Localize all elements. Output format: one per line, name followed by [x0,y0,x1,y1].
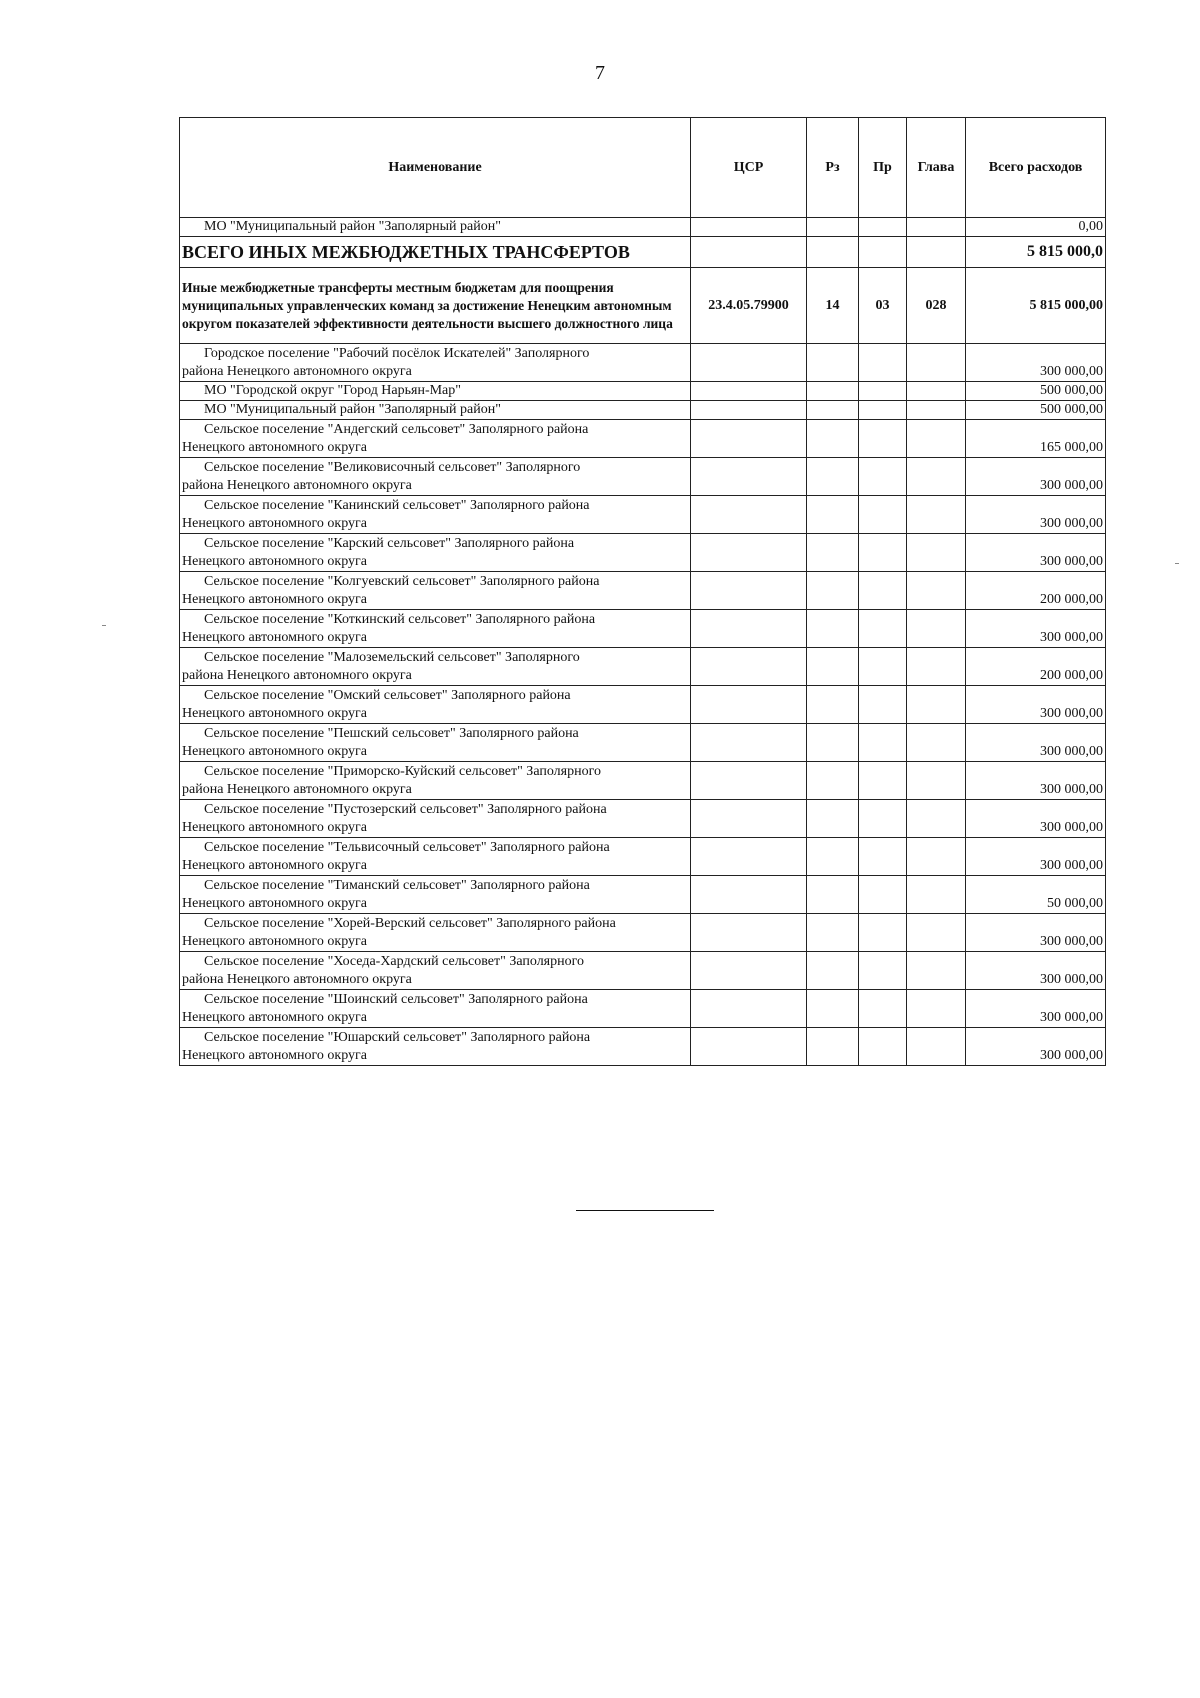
table-row [180,420,1106,458]
row-rz-cell: 14 [807,268,859,344]
row-csr-cell [691,1028,807,1066]
row-name-continuation: Ненецкого автономного округа [182,553,367,569]
row-pr-cell [859,218,907,237]
row-csr-cell [691,952,807,990]
row-pr-cell [859,686,907,724]
row-name-continuation: Ненецкого автономного округа [182,515,367,531]
row-name-cell [180,952,691,990]
row-pr-cell [859,420,907,458]
row-name-line: Сельское поселение "Шоинский сельсовет" Заполярного района [204,991,588,1007]
row-name-continuation: Ненецкого автономного округа [182,895,367,911]
row-csr-cell [691,914,807,952]
row-glava-cell [907,648,966,686]
row-glava-cell [907,876,966,914]
row-name-cell [180,800,691,838]
row-total-cell: 500 000,00 [966,382,1106,401]
table-row [180,496,1106,534]
row-glava-cell [907,686,966,724]
row-csr-cell [691,686,807,724]
row-pr-cell [859,914,907,952]
row-rz-cell [807,534,859,572]
table-row [180,382,1106,401]
row-pr-cell [859,572,907,610]
row-total-cell: 5 815 000,0 [966,237,1106,268]
row-pr-cell [859,1028,907,1066]
row-name-line: МО "Городской округ "Город Нарьян-Мар" [204,383,461,398]
table-row [180,914,1106,952]
table-row [180,990,1106,1028]
table-row [180,762,1106,800]
row-name-cell [180,458,691,496]
row-name-line: Сельское поселение "Андегский сельсовет" Заполярного района [204,421,589,437]
row-glava-cell [907,458,966,496]
row-glava-cell [907,572,966,610]
row-name-line: Сельское поселение "Омский сельсовет" Заполярного района [204,687,571,703]
row-name-line: МО "Муниципальный район "Заполярный район" [204,219,501,234]
row-name-cell [180,344,691,382]
row-glava-cell [907,382,966,401]
header-rz: Рз [807,118,859,218]
row-glava-cell [907,610,966,648]
table-row [180,686,1106,724]
row-rz-cell [807,762,859,800]
row-name-line: Сельское поселение "Юшарский сельсовет" Заполярного района [204,1029,591,1045]
row-name-continuation: Ненецкого автономного округа [182,857,367,873]
row-total-cell: 300 000,00 [966,610,1106,648]
row-name-line: Городское поселение "Рабочий посёлок Искателей" Заполярного [204,345,590,361]
row-pr-cell [859,990,907,1028]
row-csr-cell [691,344,807,382]
row-glava-cell [907,838,966,876]
header-glava: Глава [907,118,966,218]
row-csr-cell: 23.4.05.79900 [691,268,807,344]
row-pr-cell [859,724,907,762]
row-name-cell [180,686,691,724]
row-name-continuation: Ненецкого автономного округа [182,705,367,721]
row-pr-cell [859,401,907,420]
end-of-document-rule [576,1210,714,1211]
row-name-continuation: Ненецкого автономного округа [182,933,367,949]
row-name-cell [180,990,691,1028]
row-total-cell: 500 000,00 [966,401,1106,420]
scan-artifact-mark [102,625,106,626]
row-glava-cell [907,496,966,534]
row-total-cell: 200 000,00 [966,648,1106,686]
row-csr-cell [691,724,807,762]
row-glava-cell [907,420,966,458]
row-csr-cell [691,800,807,838]
row-name-line: ВСЕГО ИНЫХ МЕЖБЮДЖЕТНЫХ ТРАНСФЕРТОВ [182,242,630,262]
row-name-line: Сельское поселение "Тельвисочный сельсовет" Заполярного района [204,839,610,855]
row-pr-cell [859,952,907,990]
row-name-continuation: Ненецкого автономного округа [182,591,367,607]
row-total-cell: 300 000,00 [966,952,1106,990]
row-csr-cell [691,534,807,572]
table-row [180,648,1106,686]
row-total-cell: 300 000,00 [966,762,1106,800]
scan-artifact-mark [1175,563,1179,564]
row-name-line: Иные межбюджетные трансферты местным бюджетам для поощрения муниципальных управленческих команд за достижение Ненецким автономным округом показателей эффективности деятельности высшего должностного лица [182,279,673,331]
row-name-cell [180,876,691,914]
table-row [180,572,1106,610]
row-name-cell [180,610,691,648]
row-glava-cell [907,218,966,237]
row-name-continuation: района Ненецкого автономного округа [182,667,412,683]
row-pr-cell [859,382,907,401]
row-csr-cell [691,572,807,610]
table-row [180,800,1106,838]
table-row [180,876,1106,914]
row-pr-cell [859,648,907,686]
row-pr-cell: 03 [859,268,907,344]
row-csr-cell [691,610,807,648]
row-total-cell: 300 000,00 [966,914,1106,952]
row-name-line: Сельское поселение "Великовисочный сельсовет" Заполярного [204,459,581,475]
row-name-continuation: района Ненецкого автономного округа [182,363,412,379]
row-total-cell: 300 000,00 [966,496,1106,534]
row-total-cell: 300 000,00 [966,724,1106,762]
row-total-cell: 50 000,00 [966,876,1106,914]
row-pr-cell [859,800,907,838]
row-glava-cell [907,724,966,762]
row-total-cell: 300 000,00 [966,990,1106,1028]
row-csr-cell [691,496,807,534]
row-glava-cell [907,344,966,382]
table-row [180,268,1106,344]
row-csr-cell [691,648,807,686]
row-glava-cell [907,401,966,420]
row-glava-cell [907,990,966,1028]
row-rz-cell [807,458,859,496]
row-glava-cell [907,914,966,952]
row-name-cell [180,496,691,534]
row-name-line: Сельское поселение "Колгуевский сельсовет" Заполярного района [204,573,600,589]
row-glava-cell [907,534,966,572]
row-rz-cell [807,610,859,648]
row-rz-cell [807,838,859,876]
row-rz-cell [807,914,859,952]
row-rz-cell [807,800,859,838]
row-glava-cell: 028 [907,268,966,344]
row-rz-cell [807,496,859,534]
table-row [180,724,1106,762]
row-glava-cell [907,1028,966,1066]
row-name-cell [180,237,691,268]
row-name-cell [180,648,691,686]
row-name-continuation: Ненецкого автономного округа [182,1047,367,1063]
row-total-cell: 300 000,00 [966,686,1106,724]
row-name-line: Сельское поселение "Хорей-Верский сельсовет" Заполярного района [204,915,616,931]
row-name-continuation: района Ненецкого автономного округа [182,971,412,987]
row-rz-cell [807,990,859,1028]
row-glava-cell [907,800,966,838]
row-name-cell [180,762,691,800]
row-glava-cell [907,952,966,990]
row-pr-cell [859,534,907,572]
row-name-continuation: Ненецкого автономного округа [182,629,367,645]
row-csr-cell [691,237,807,268]
row-csr-cell [691,401,807,420]
table-row [180,838,1106,876]
row-name-cell [180,401,691,420]
row-rz-cell [807,648,859,686]
row-name-continuation: Ненецкого автономного округа [182,1009,367,1025]
header-total: Всего расходов [966,118,1106,218]
row-glava-cell [907,762,966,800]
table-row [180,237,1106,268]
row-pr-cell [859,496,907,534]
header-pr: Пр [859,118,907,218]
page-number: 7 [595,62,605,84]
row-rz-cell [807,218,859,237]
row-name-cell [180,268,691,344]
row-total-cell: 0,00 [966,218,1106,237]
row-csr-cell [691,458,807,496]
row-rz-cell [807,686,859,724]
row-name-line: МО "Муниципальный район "Заполярный район" [204,402,501,417]
row-rz-cell [807,401,859,420]
table-row [180,344,1106,382]
row-name-continuation: Ненецкого автономного округа [182,743,367,759]
row-name-line: Сельское поселение "Пешский сельсовет" Заполярного района [204,725,579,741]
table-row [180,401,1106,420]
row-rz-cell [807,952,859,990]
row-name-cell [180,838,691,876]
table-row [180,610,1106,648]
header-name: Наименование [180,118,691,218]
row-name-line: Сельское поселение "Приморско-Куйский сельсовет" Заполярного [204,763,601,779]
row-name-line: Сельское поселение "Тиманский сельсовет" Заполярного района [204,877,590,893]
row-rz-cell [807,420,859,458]
table-row [180,1028,1106,1066]
row-rz-cell [807,572,859,610]
row-name-cell [180,572,691,610]
row-name-cell [180,1028,691,1066]
row-name-continuation: района Ненецкого автономного округа [182,781,412,797]
row-rz-cell [807,876,859,914]
row-rz-cell [807,1028,859,1066]
row-name-line: Сельское поселение "Пустозерский сельсовет" Заполярного района [204,801,607,817]
row-name-cell [180,420,691,458]
row-rz-cell [807,237,859,268]
row-name-line: Сельское поселение "Карский сельсовет" Заполярного района [204,535,575,551]
row-pr-cell [859,610,907,648]
row-name-line: Сельское поселение "Коткинский сельсовет" Заполярного района [204,611,596,627]
row-total-cell: 300 000,00 [966,1028,1106,1066]
row-name-line: Сельское поселение "Канинский сельсовет" Заполярного района [204,497,590,513]
row-name-line: Сельское поселение "Хоседа-Хардский сельсовет" Заполярного [204,953,585,969]
row-csr-cell [691,876,807,914]
row-name-cell [180,382,691,401]
row-name-cell [180,534,691,572]
row-glava-cell [907,237,966,268]
row-csr-cell [691,382,807,401]
row-pr-cell [859,876,907,914]
table-row [180,952,1106,990]
row-total-cell: 300 000,00 [966,838,1106,876]
row-csr-cell [691,838,807,876]
row-total-cell: 300 000,00 [966,344,1106,382]
row-total-cell: 300 000,00 [966,534,1106,572]
row-csr-cell [691,218,807,237]
row-total-cell: 200 000,00 [966,572,1106,610]
table-row [180,218,1106,237]
row-pr-cell [859,762,907,800]
table-header-row [180,118,1106,218]
row-name-line: Сельское поселение "Малоземельский сельсовет" Заполярного [204,649,580,665]
row-name-cell [180,724,691,762]
budget-table [179,117,1106,1066]
row-total-cell: 165 000,00 [966,420,1106,458]
row-total-cell: 5 815 000,00 [966,268,1106,344]
row-rz-cell [807,724,859,762]
row-total-cell: 300 000,00 [966,800,1106,838]
row-csr-cell [691,990,807,1028]
row-csr-cell [691,762,807,800]
row-name-continuation: Ненецкого автономного округа [182,819,367,835]
row-name-cell [180,218,691,237]
table-row [180,458,1106,496]
row-csr-cell [691,420,807,458]
row-pr-cell [859,458,907,496]
row-name-continuation: Ненецкого автономного округа [182,439,367,455]
table-body [180,218,1106,1066]
row-pr-cell [859,237,907,268]
row-rz-cell [807,382,859,401]
row-name-cell [180,914,691,952]
row-rz-cell [807,344,859,382]
row-pr-cell [859,838,907,876]
row-name-continuation: района Ненецкого автономного округа [182,477,412,493]
header-csr: ЦСР [691,118,807,218]
row-pr-cell [859,344,907,382]
table-row [180,534,1106,572]
row-total-cell: 300 000,00 [966,458,1106,496]
